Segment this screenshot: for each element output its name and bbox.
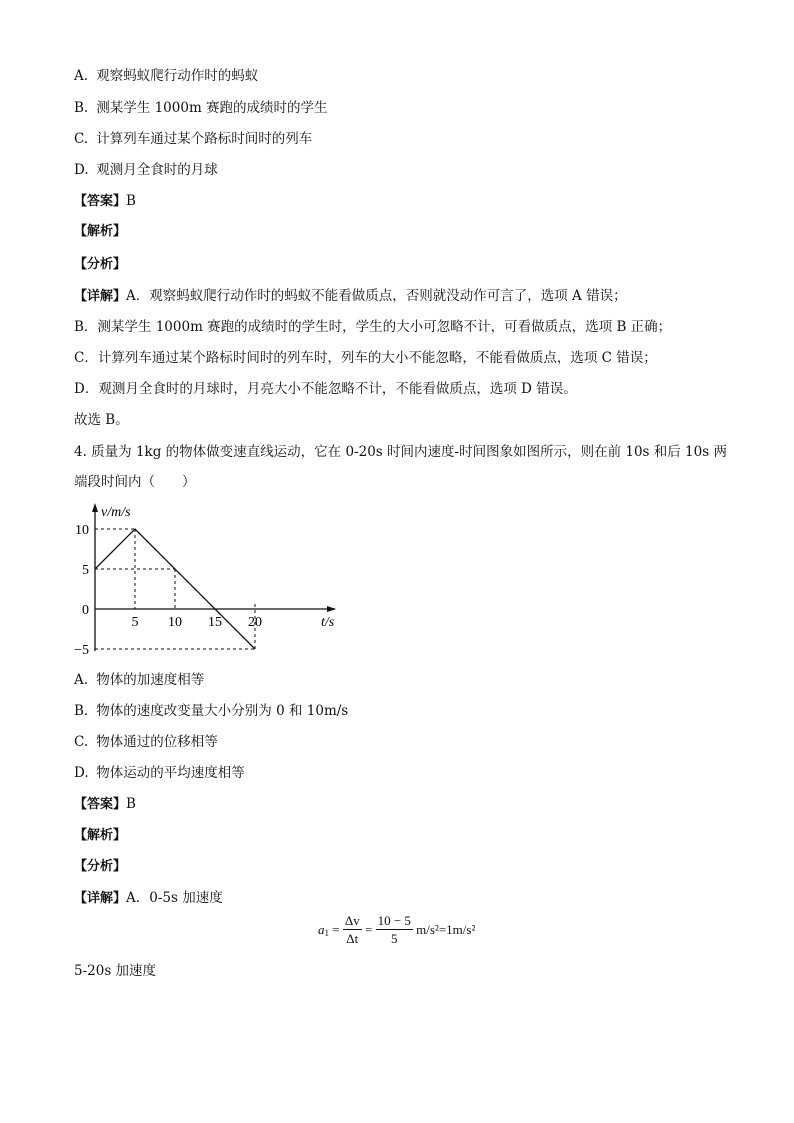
option-letter: C. — [74, 131, 89, 147]
q4-option-c — [74, 733, 218, 751]
x-axis-label: t/s — [321, 615, 335, 630]
q4-option-b — [74, 702, 348, 720]
option-letter: B. — [74, 100, 89, 116]
option-letter: A. — [74, 672, 89, 688]
detail-tag: 【详解】 — [74, 289, 127, 304]
q4-detail-line — [74, 889, 223, 908]
option-text: 物体的加速度相等 — [96, 672, 205, 688]
option-text: 物体通过的位移相等 — [96, 734, 218, 750]
formula-fraction-2 — [376, 912, 413, 947]
q4-fenxi-tag: 【分析】 — [74, 859, 127, 874]
q3-detail-line-2: B．测某学生 1000m 赛跑的成绩时的学生时，学生的大小可忽略不计，可看做质点，选项 B 正确； — [74, 319, 672, 335]
answer-tag: 【答案】 — [74, 194, 127, 209]
option-text: 物体的速度改变量大小分别为 0 和 10m/s — [96, 703, 349, 719]
detail-tag: 【详解】 — [74, 891, 127, 906]
chart-svg — [70, 496, 335, 658]
option-letter: C. — [74, 734, 89, 750]
option-letter: B. — [74, 703, 89, 719]
q4-option-a — [74, 671, 204, 689]
q3-analysis-tag: 【解析】 — [74, 224, 127, 239]
option-text: 观察蚂蚁爬行动作时的蚂蚁 — [96, 68, 259, 84]
x-axis-arrow — [327, 606, 336, 612]
option-text: 计算列车通过某个路标时间时的列车 — [96, 131, 313, 147]
q3-option-b — [74, 99, 328, 117]
answer-value: B — [126, 193, 136, 209]
option-text: 物体运动的平均速度相等 — [96, 765, 245, 781]
q4-stem-line-1: 4. 质量为 1kg 的物体做变速直线运动，它在 0-20s 时间内速度-时间图象如图所示，则在前 10s 和后 10s 两 — [74, 444, 727, 460]
y-tick-label: 5 — [82, 563, 89, 578]
q3-detail-line-3: C．计算列车通过某个路标时间时的列车时，列车的大小不能忽略，不能看做质点，选项 C 错误； — [74, 350, 657, 366]
formula-result: m/s²=1m/s² — [416, 921, 476, 937]
q3-option-c — [74, 130, 312, 148]
option-letter: D. — [74, 162, 89, 178]
fraction-numerator: 10 − 5 — [377, 913, 411, 928]
y-tick-label: −5 — [74, 643, 89, 658]
q3-conclusion: 故选 B。 — [74, 412, 129, 428]
q4-option-d — [74, 764, 245, 782]
q3-detail-line-4: D．观测月全食时的月球时，月亮大小不能忽略不计，不能看做质点，选项 D 错误。 — [74, 381, 577, 397]
formula-fraction-1 — [343, 912, 362, 947]
y-tick-label: 10 — [75, 523, 89, 538]
option-letter: D. — [74, 765, 89, 781]
option-text: 测某学生 1000m 赛跑的成绩时的学生 — [96, 100, 328, 116]
x-tick-label: 20 — [248, 615, 262, 630]
q3-option-a — [74, 67, 258, 85]
formula-eq-2: = — [364, 921, 373, 937]
q3-answer — [74, 192, 136, 211]
detail-text: A．0-5s 加速度 — [126, 890, 223, 906]
y-axis-arrow — [92, 503, 98, 512]
formula-lhs-sub: 1 — [324, 928, 329, 939]
fraction-numerator: Δv — [344, 913, 360, 928]
x-tick-label: 5 — [131, 615, 139, 630]
answer-tag: 【答案】 — [74, 797, 127, 812]
q4-next-line: 5-20s 加速度 — [74, 963, 157, 979]
velocity-time-chart — [70, 496, 335, 658]
q4-answer — [74, 795, 136, 814]
q3-option-d — [74, 161, 218, 179]
y-tick-label: 0 — [82, 603, 89, 618]
answer-value: B — [126, 796, 136, 812]
q3-fenxi-tag: 【分析】 — [74, 257, 127, 272]
q3-detail-line-1 — [74, 287, 627, 306]
x-tick-label: 15 — [208, 615, 222, 630]
acceleration-formula — [318, 912, 475, 947]
x-tick-label: 10 — [168, 615, 182, 630]
option-text: 观测月全食时的月球 — [96, 162, 218, 178]
option-letter: A. — [74, 68, 89, 84]
formula-lhs: a — [318, 921, 325, 937]
detail-text: A．观察蚂蚁爬行动作时的蚂蚁不能看做质点，否则就没动作可言了，选项 A 错误； — [126, 288, 627, 304]
y-axis-label: v/m/s — [101, 505, 131, 520]
formula-eq-1: = — [332, 921, 340, 937]
fraction-denominator: 5 — [390, 931, 398, 946]
fraction-denominator: Δt — [346, 931, 359, 946]
q4-analysis-tag: 【解析】 — [74, 828, 127, 843]
q4-stem-line-2: 端段时间内（ ） — [74, 474, 196, 490]
